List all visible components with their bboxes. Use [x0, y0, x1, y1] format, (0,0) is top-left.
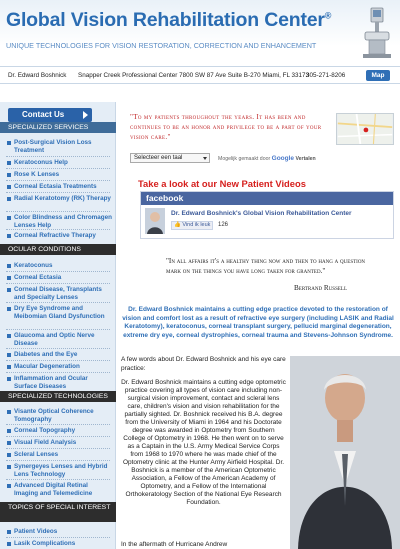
chevron-down-icon — [203, 157, 207, 160]
sidebar — [0, 102, 116, 549]
divider — [6, 283, 110, 284]
facebook-like-button[interactable]: 👍 Vind ik leuk — [171, 221, 213, 230]
doctor-biography: Dr. Edward Boshnick maintains a cutting edge optometric practice covering all types of vision care including non-surgical vision improvement, contact and scleral lens care, children's vision and vision rehabilitation for the partially sighted. Dr. Boshnick received his B.A. degree from the University of Miami in 1964 and his Doctorate degree was awarded in Optometry from Southern College of Optometry in 1968. He then went on to serve as a Captain in the U.S. Army Medical Service Corps from 1968 to 1970 where he was made chief of the Optometry clinic at the Hunter Army Airfield Hospital. Dr. Boshnick is a member of the American Optometric Association, a Fellow of the American Academy of Optometry, and a Fellow of the International Orthokeratology Section of the National Eye Research Foundation. — [121, 379, 286, 506]
diagnostic-device-image — [357, 6, 397, 62]
sidebar-item-corneal-refractive[interactable]: Corneal Refractive Therapy — [6, 232, 112, 240]
sidebar-item-diabetes[interactable]: Diabetes and the Eye — [6, 351, 112, 359]
sidebar-item-rose-k[interactable]: Rose K Lenses — [6, 171, 112, 179]
sidebar-item-corneal-ectasia-treatments[interactable]: Corneal Ectasia Treatments — [6, 183, 112, 191]
sidebar-item-synergeyes[interactable]: Synergeyes Lenses and Hybrid Lens Technology — [6, 463, 112, 478]
divider — [6, 156, 110, 157]
sidebar-item-color-blindness[interactable]: Color Blindness and Chromagen Lenses Help — [6, 214, 112, 229]
divider — [6, 360, 110, 361]
featured-quote: "In all affairs it's a healthy thing now and then to hang a question mark on the things you have long taken for granted." — [166, 257, 366, 275]
sidebar-item-retinal-imaging[interactable]: Advanced Digital Retinal Imaging and Telemedicine — [6, 482, 112, 497]
divider — [6, 448, 110, 449]
sidebar-item-visual-field[interactable]: Visual Field Analysis — [6, 439, 112, 447]
registered-mark: ® — [324, 10, 332, 21]
patient-videos-heading[interactable]: Take a look at our New Patient Videos — [138, 178, 306, 189]
facebook-logo[interactable]: facebook — [141, 192, 393, 205]
sidebar-item-patient-videos[interactable]: Patient Videos — [6, 528, 112, 536]
divider — [6, 479, 110, 480]
translate-link[interactable]: Vertalen — [295, 156, 316, 162]
quote-author: Bertrand Russell — [294, 284, 348, 292]
divider — [6, 329, 110, 330]
site-title[interactable]: Global Vision Rehabilitation Center® — [6, 9, 332, 31]
divider — [6, 271, 110, 272]
sidebar-item-keratoconus-help[interactable]: Keratoconus Help — [6, 159, 112, 167]
like-count: 126 — [218, 222, 229, 228]
doctor-name: Dr. Edward Boshnick — [8, 72, 67, 79]
sidebar-item-dry-eye[interactable]: Dry Eye Syndrome and Meibomian Gland Dysfunction — [6, 305, 112, 320]
divider — [6, 229, 110, 230]
sidebar-item-keratoconus[interactable]: Keratoconus — [6, 262, 112, 270]
divider — [6, 424, 110, 425]
sidebar-item-scleral-lenses[interactable]: Scleral Lenses — [6, 451, 112, 459]
sidebar-item-glaucoma[interactable]: Glaucoma and Optic Nerve Disease — [6, 332, 112, 347]
divider — [6, 537, 110, 538]
thumbs-up-icon: 👍 — [174, 222, 181, 228]
map-button[interactable]: Map — [366, 70, 390, 81]
divider — [6, 436, 110, 437]
site-tagline: UNIQUE TECHNOLOGIES FOR VISION RESTORATION, CORRECTION AND ENHANCEMENT — [6, 41, 317, 50]
phone-number[interactable]: 305-271-8206 — [306, 72, 346, 79]
facebook-like-box — [140, 191, 394, 239]
divider — [6, 192, 110, 193]
sidebar-item-lasik-complications[interactable]: Lasik Complications — [6, 540, 112, 548]
divider — [6, 348, 110, 349]
facebook-page-link[interactable]: Dr. Edward Boshnick's Global Vision Rehabilitation Center — [171, 210, 352, 217]
sidebar-item-visante[interactable]: Visante Optical Coherence Tomography — [6, 408, 112, 423]
doctor-quote: "To my patients throughout the years. It has been and continues to be an honor and privilege to be a part of your vision care." — [130, 113, 322, 141]
divider — [6, 302, 110, 303]
divider — [6, 372, 110, 373]
sidebar-section-header: OCULAR CONDITIONS — [0, 244, 116, 255]
google-brand: Google — [271, 155, 295, 162]
sidebar-item-corneal-disease[interactable]: Corneal Disease, Transplants and Specialty Lenses — [6, 286, 112, 301]
divider — [6, 168, 110, 169]
site-header — [0, 0, 400, 66]
practice-summary: Dr. Edward Boshnick maintains a cutting edge practice devoted to the restoration of vision and comfort lost as a result of refractive eye surgery (including LASIK and Radial Keratotomy), keratoconus, corneal transplant surgery, pellucid marginal degeneration, extreme dry eye, corneal dystrophies, corneal trauma and Stevens-Johnson Syndrome. — [122, 306, 394, 339]
sidebar-item-corneal-topography[interactable]: Corneal Topography — [6, 427, 112, 435]
bio-intro: A few words about Dr. Edward Boshnick and his eye care practice: — [121, 356, 286, 372]
language-select[interactable]: Selecteer een taal — [130, 153, 210, 163]
sidebar-item-radial-keratotomy[interactable]: Radial Keratotomy (RK) Therapy — [6, 195, 112, 203]
sidebar-item-inflammation[interactable]: Inflammation and Ocular Surface Diseases — [6, 375, 112, 390]
sidebar-item-macular-degeneration[interactable]: Macular Degeneration — [6, 363, 112, 371]
practice-address: Snapper Creek Professional Center 7800 SW 87 Ave Suite B-270 Miami, FL 33173 — [78, 72, 310, 79]
doctor-photo — [290, 356, 400, 549]
divider — [6, 211, 110, 212]
sidebar-section-header: SPECIALIZED SERVICES — [0, 122, 116, 133]
location-map-thumbnail[interactable] — [336, 113, 394, 145]
google-translate-credit: Mogelijk gemaakt door Google Vertalen — [218, 155, 316, 162]
divider — [6, 180, 110, 181]
sidebar-item-corneal-ectasia[interactable]: Corneal Ectasia — [6, 274, 112, 282]
sidebar-section-header: TOPICS OF SPECIAL INTEREST — [0, 502, 116, 522]
contact-info-bar — [0, 66, 400, 84]
sidebar-section-header: SPECIALIZED TECHNOLOGIES — [0, 391, 116, 402]
arrow-right-icon — [83, 111, 88, 119]
contact-us-button[interactable]: Contact Us — [8, 108, 92, 122]
doctor-avatar[interactable] — [145, 208, 165, 234]
divider — [6, 460, 110, 461]
bio-continuation: In the aftermath of Hurricane Andrew — [121, 541, 228, 548]
sidebar-item-post-surgical[interactable]: Post-Surgical Vision Loss Treatment — [6, 139, 112, 154]
